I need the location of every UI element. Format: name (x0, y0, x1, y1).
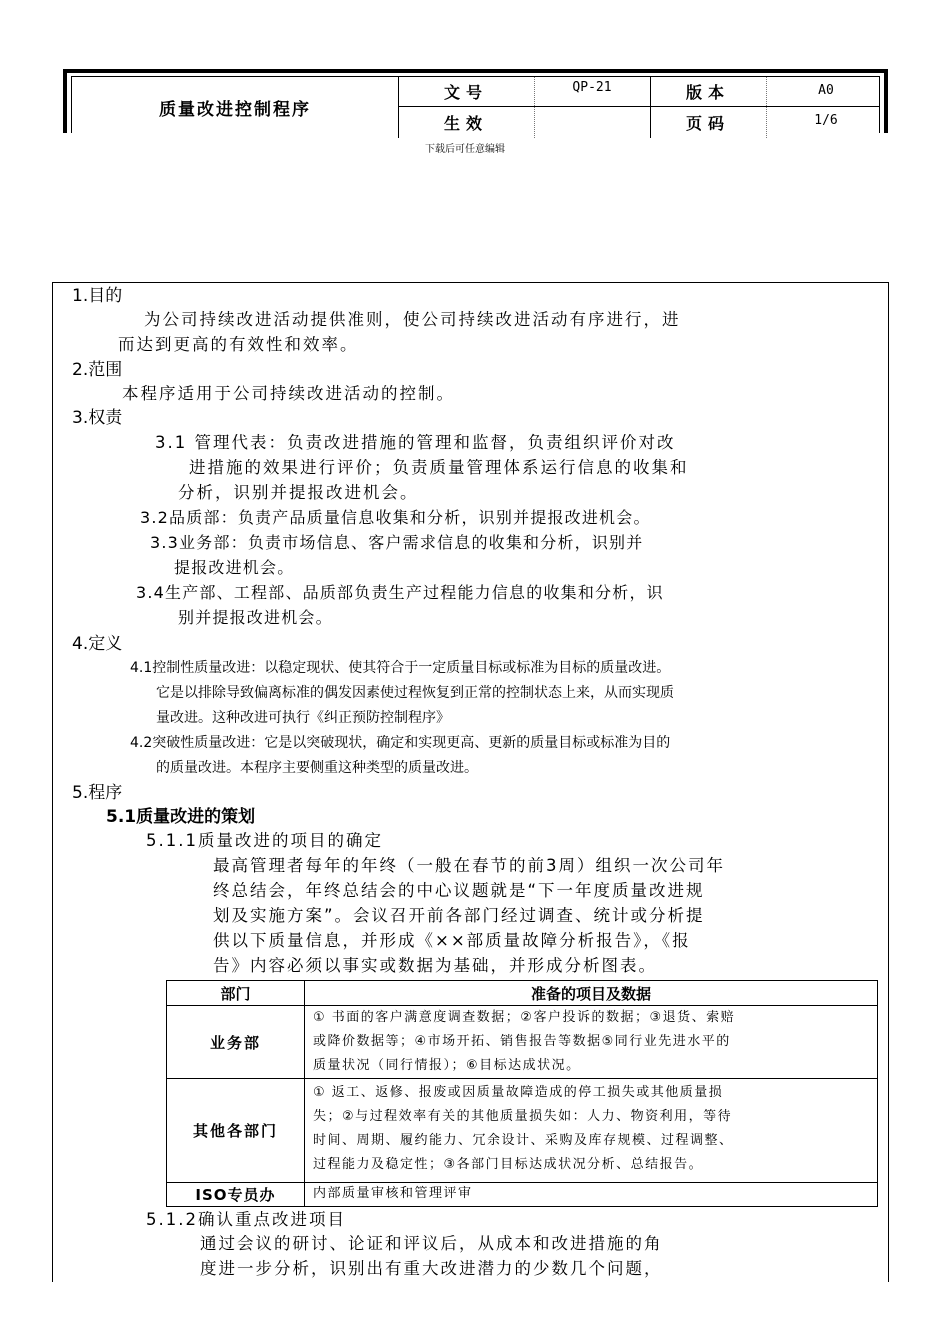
responsibility-3-1: 进措施的效果进行评价；负责质量管理体系运行信息的收集和 (189, 458, 689, 477)
section-scope-title: 2.范围 (72, 360, 123, 380)
effective-label: 生效 (443, 114, 488, 133)
doc-no-value: QP-21 (572, 80, 612, 95)
definition-4-1: 量改进。这种改进可执行《纠正预防控制程序》 (156, 710, 450, 726)
table-cell-line: 或降价数据等；④市场开拓、销售报告等数据⑤同行业先进水平的 (313, 1034, 731, 1049)
procedure-5-1-1-text: 告》内容必须以事实或数据为基础，并形成分析图表。 (213, 956, 657, 975)
responsibility-3-3: 提报改进机会。 (174, 558, 295, 577)
table-cell-line: ① 返工、返修、报废或因质量故障造成的停工损失或其他质量损 (313, 1085, 724, 1100)
procedure-5-1-2-text: 通过会议的研讨、论证和评议后，从成本和改进措施的角 (200, 1234, 663, 1253)
definition-4-2: 的质量改进。本程序主要侧重这种类型的质量改进。 (156, 760, 478, 776)
edit-note: 下载后可任意编辑 (425, 144, 505, 155)
table-row-items (313, 1006, 735, 1078)
responsibility-3-4: 别并提报改进机会。 (178, 608, 333, 627)
page-label: 页码 (685, 114, 730, 133)
table-row-dept: 业务部 (209, 1033, 261, 1052)
page-value: 1/6 (814, 113, 838, 128)
subsection-5-1-1-title: 5.1.1质量改进的项目的确定 (146, 831, 383, 850)
responsibility-3-4: 3.4生产部、工程部、品质部负责生产过程能力信息的收集和分析，识 (136, 583, 664, 602)
doc-no-label: 文号 (443, 83, 488, 102)
section-purpose-title: 1.目的 (72, 286, 123, 306)
section-procedure-title: 5.程序 (72, 783, 123, 803)
table-cell-line: ① 书面的客户满意度调查数据；②客户投诉的数据；③退货、索赔 (313, 1010, 736, 1025)
document-title: 质量改进控制程序 (72, 77, 399, 138)
definition-4-2: 4.2突破性质量改进：它是以突破现状，确定和实现更高、更新的质量目标或标准为目的 (130, 735, 671, 751)
subsection-5-1-2-title: 5.1.2确认重点改进项目 (146, 1210, 346, 1229)
effective-value (534, 113, 650, 138)
section-responsibility-title: 3.权责 (72, 408, 123, 428)
table-cell-line: 时间、周期、履约能力、冗余设计、采购及库存规模、过程调整、 (313, 1133, 734, 1148)
table-header-dept: 部门 (220, 984, 251, 1003)
table-row-items (313, 1081, 734, 1177)
table-cell-line: 质量状况（同行情报）；⑥目标达成状况。 (313, 1058, 581, 1073)
table-row-dept: 其他各部门 (192, 1122, 278, 1140)
table-row-items (313, 1182, 473, 1206)
document-header (63, 69, 888, 133)
procedure-5-1-2-text: 度进一步分析，识别出有重大改进潜力的少数几个问题， (200, 1259, 663, 1278)
version-value: A0 (818, 83, 834, 98)
responsibility-3-2: 3.2品质部：负责产品质量信息收集和分析，识别并提报改进机会。 (140, 508, 651, 527)
table-cell-line: 失；②与过程效率有关的其他质量损失如：人力、物资利用，等待 (313, 1109, 733, 1124)
section-definition-title: 4.定义 (72, 634, 123, 654)
table-row-dept: ISO专员办 (195, 1186, 276, 1204)
procedure-5-1-1-text: 终总结会，年终总结会的中心议题就是“下一年度质量改进规 (213, 881, 705, 900)
procedure-5-1-1-text: 供以下质量信息，并形成《××部质量故障分析报告》，《报 (213, 931, 691, 950)
scope-text: 本程序适用于公司持续改进活动的控制。 (122, 384, 455, 403)
procedure-5-1-1-text: 最高管理者每年的年终（一般在春节的前3周）组织一次公司年 (213, 856, 725, 875)
responsibility-3-3: 3.3业务部：负责市场信息、客户需求信息的收集和分析，识别并 (150, 533, 644, 552)
procedure-5-1-1-text: 划及实施方案”。会议召开前各部门经过调查、统计或分析提 (213, 906, 705, 925)
definition-4-1: 它是以排除导致偏离标准的偶发因素使过程恢复到正常的控制状态上来，从而实现质 (156, 685, 674, 701)
header-table (71, 76, 880, 133)
purpose-text: 为公司持续改进活动提供准则，使公司持续改进活动有序进行，进 (144, 310, 681, 329)
subsection-5-1-title: 5.1质量改进的策划 (106, 807, 256, 827)
responsibility-3-1: 3.1 管理代表：负责改进措施的管理和监督，负责组织评价对改 (155, 433, 676, 452)
table-col-divider (304, 981, 305, 1206)
table-cell-line: 内部质量审核和管理评审 (313, 1186, 473, 1201)
table-header-items: 准备的项目及数据 (530, 984, 651, 1003)
definition-4-1: 4.1控制性质量改进：以稳定现状、使其符合于一定质量目标或标准为目标的质量改进。 (130, 660, 671, 676)
responsibility-3-1: 分析，识别并提报改进机会。 (178, 483, 419, 502)
purpose-text: 而达到更高的有效性和效率。 (118, 335, 359, 354)
version-label: 版本 (685, 83, 730, 102)
table-cell-line: 过程能力及稳定性；③各部门目标达成状况分析、总结报告。 (313, 1157, 704, 1172)
quality-data-table (166, 980, 878, 1207)
